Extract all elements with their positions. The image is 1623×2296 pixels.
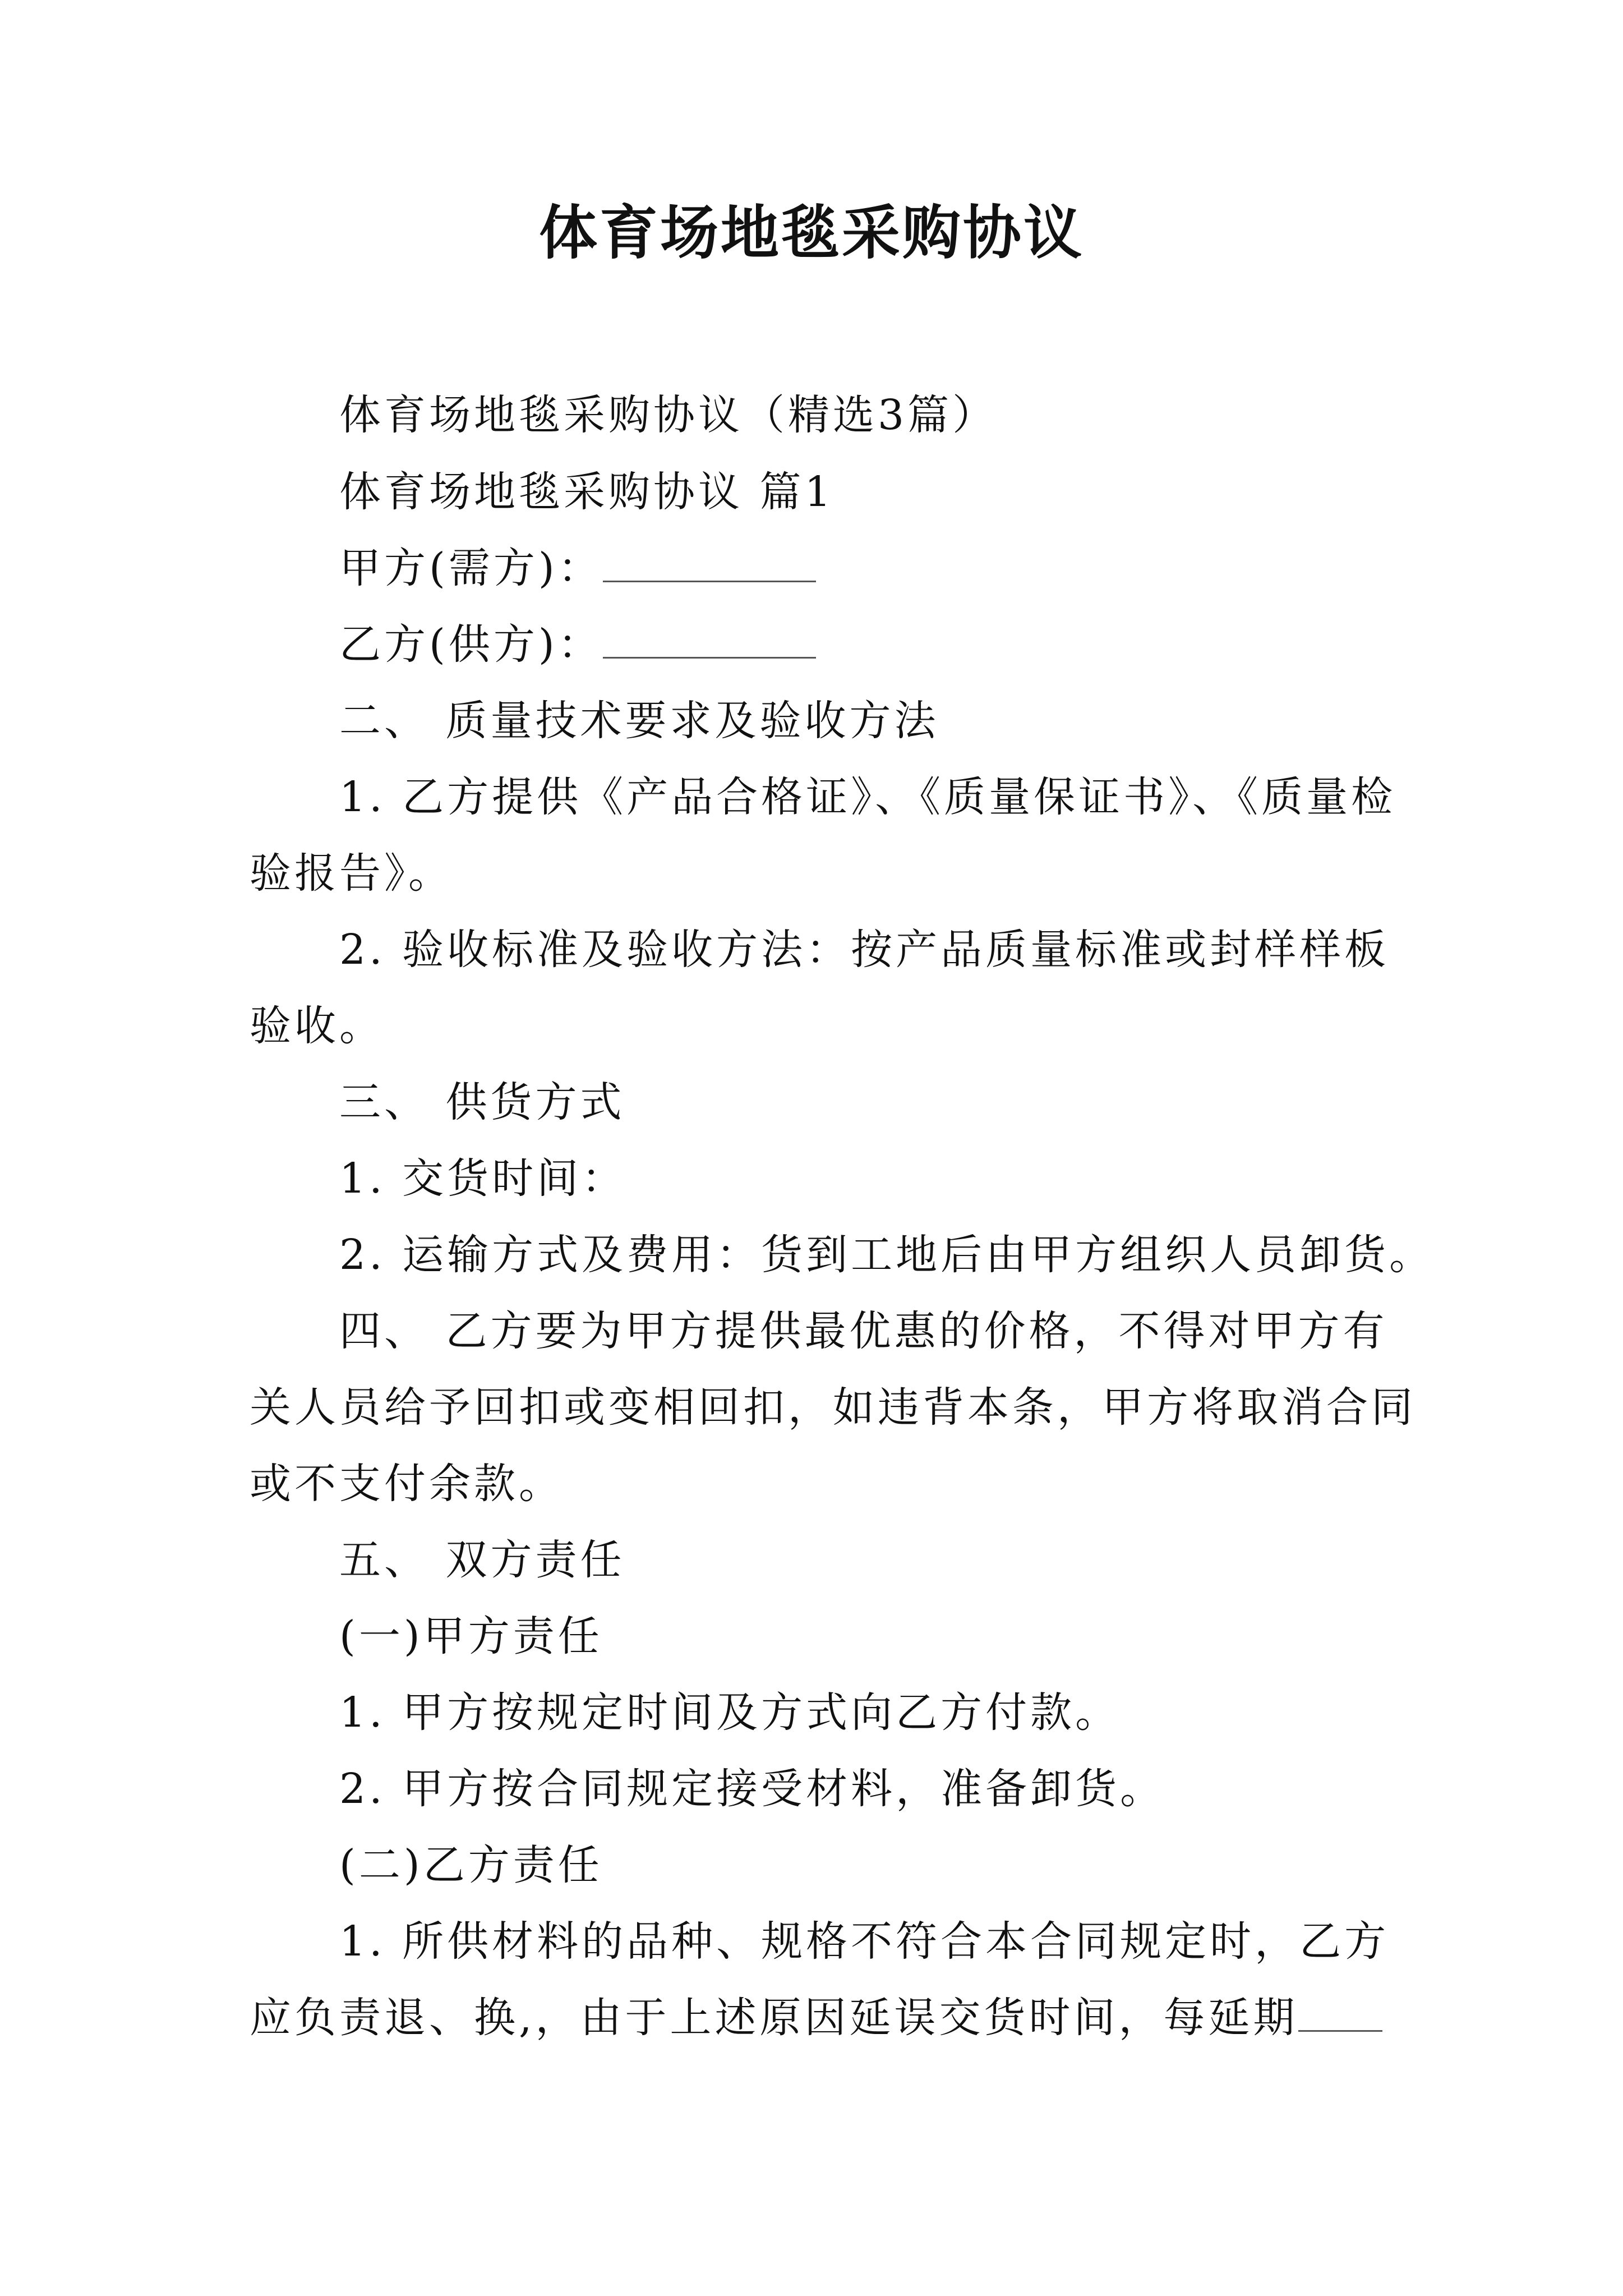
section-3-item-2: 2. 运输方式及费用：货到工地后由甲方组织人员卸货。 [339, 1231, 1435, 1279]
party-a-responsibility-item-2: 2. 甲方按合同规定接受材料，准备卸货。 [339, 1765, 1165, 1813]
section-2-item-1-line-2: 验报告》。 [250, 849, 453, 898]
document-title: 体育场地毯采购协议 [538, 199, 1084, 267]
party-b-label: 乙方(供方)： [339, 620, 603, 669]
delay-days-blank [1298, 1996, 1382, 2032]
section-3-heading: 三、 供货方式 [339, 1078, 625, 1126]
party-b-line [250, 614, 1382, 675]
section-4-line-2: 关人员给予回扣或变相回扣，如违背本条，甲方将取消合同 [250, 1383, 1416, 1432]
section-4-line-1: 四、 乙方要为甲方提供最优惠的价格，不得对甲方有 [339, 1307, 1388, 1355]
section-3-item-1: 1. 交货时间： [339, 1154, 627, 1203]
party-b-responsibility-item-1-line-2-wrap [250, 1987, 1382, 2049]
party-a-responsibility-item-1: 1. 甲方按规定时间及方式向乙方付款。 [339, 1688, 1121, 1737]
article-heading: 体育场地毯采购协议 篇1 [339, 468, 834, 516]
section-5-heading: 五、 双方责任 [339, 1536, 625, 1584]
party-a-blank [603, 547, 816, 582]
party-b-responsibility-item-1-line-2: 应负责退、换,，由于上述原因延误交货时间，每延期 [250, 1994, 1298, 2042]
party-a-line [250, 537, 1382, 599]
party-b-blank [603, 623, 816, 659]
party-b-responsibility-heading: (二)乙方责任 [339, 1841, 603, 1889]
party-a-label: 甲方(需方)： [339, 544, 603, 592]
section-2-heading: 二、 质量技术要求及验收方法 [339, 697, 939, 745]
document-subtitle: 体育场地毯采购协议（精选3篇） [339, 391, 998, 439]
section-2-item-2-line-2: 验收。 [250, 1002, 384, 1050]
section-2-item-2-line-1: 2. 验收标准及验收方法：按产品质量标准或封样样板 [339, 926, 1390, 974]
party-a-responsibility-heading: (一)甲方责任 [339, 1612, 603, 1660]
section-4-line-3: 或不支付余款。 [250, 1460, 564, 1508]
party-b-responsibility-item-1-line-1: 1. 所供材料的品种、规格不符合本合同规定时，乙方 [339, 1917, 1390, 1966]
section-2-item-1-line-1: 1. 乙方提供《产品合格证》、《质量保证书》、《质量检 [339, 773, 1396, 821]
